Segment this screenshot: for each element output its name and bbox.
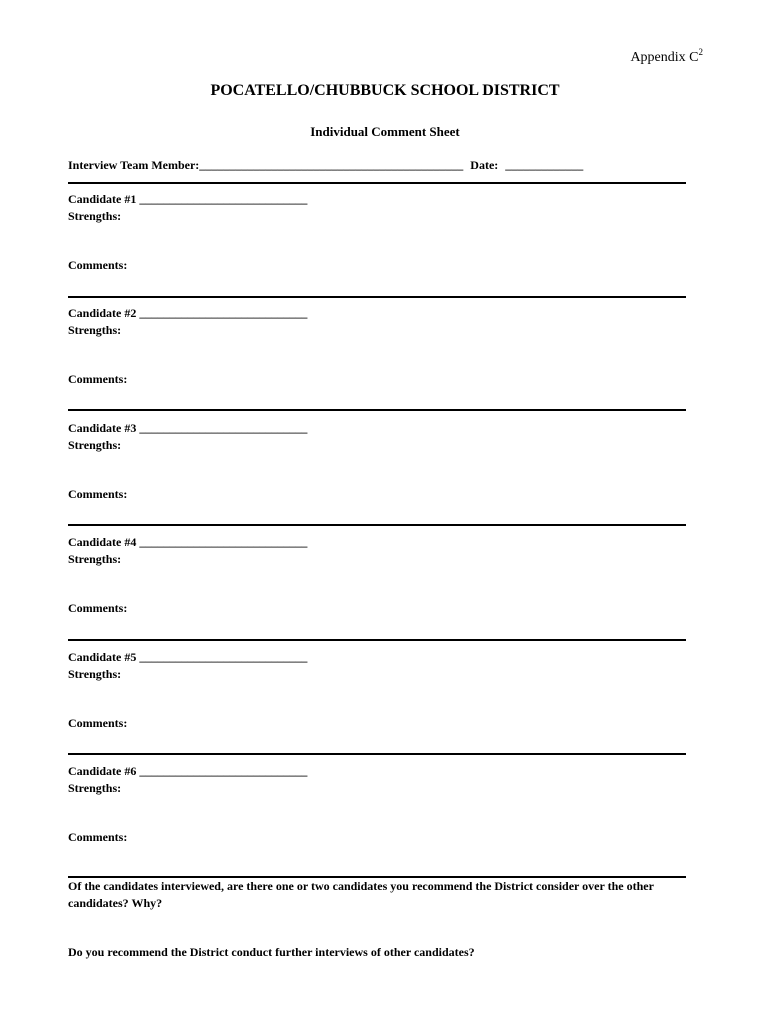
candidate-label: Candidate #2 xyxy=(68,306,137,320)
candidate-section-3 xyxy=(68,420,688,503)
appendix-superscript: 2 xyxy=(698,47,703,57)
divider xyxy=(68,753,686,755)
strengths-label: Strengths: xyxy=(68,323,122,337)
sheet-title: Individual Comment Sheet xyxy=(310,124,460,139)
divider xyxy=(68,524,686,526)
candidate-name-field[interactable]: ____________________________ xyxy=(139,650,308,664)
candidate-line xyxy=(68,305,688,322)
candidate-line xyxy=(68,763,688,780)
strengths-label: Strengths: xyxy=(68,667,122,681)
interview-header xyxy=(68,158,688,173)
candidate-label: Candidate #4 xyxy=(68,535,137,549)
comments-label: Comments: xyxy=(68,372,128,386)
appendix-text: Appendix C xyxy=(630,50,699,65)
candidate-line xyxy=(68,191,688,208)
candidate-name-field[interactable]: ____________________________ xyxy=(139,535,308,549)
strengths-label: Strengths: xyxy=(68,552,122,566)
candidate-section-5 xyxy=(68,649,688,732)
divider xyxy=(68,182,686,184)
team-member-label: Interview Team Member: xyxy=(68,158,200,172)
strengths-label: Strengths: xyxy=(68,781,122,795)
candidate-name-field[interactable]: ____________________________ xyxy=(139,764,308,778)
recommendation-question: Of the candidates interviewed, are there one or two candidates you recommend the District consider over the other candidates? Why? xyxy=(68,879,654,910)
appendix-label xyxy=(630,47,703,66)
candidate-line xyxy=(68,420,688,437)
candidate-section-4 xyxy=(68,534,688,617)
comments-label: Comments: xyxy=(68,601,128,615)
team-member-field[interactable]: ____________________________________________ xyxy=(199,158,464,172)
strengths-label: Strengths: xyxy=(68,209,122,223)
strengths-label: Strengths: xyxy=(68,438,122,452)
candidate-line xyxy=(68,649,688,666)
comments-label: Comments: xyxy=(68,716,128,730)
candidate-section-6 xyxy=(68,763,688,846)
candidate-label: Candidate #6 xyxy=(68,764,137,778)
candidate-name-field[interactable]: ____________________________ xyxy=(139,421,308,435)
candidate-label: Candidate #5 xyxy=(68,650,137,664)
candidate-name-field[interactable]: ____________________________ xyxy=(139,192,308,206)
candidate-label: Candidate #3 xyxy=(68,421,137,435)
divider xyxy=(68,296,686,298)
candidate-section-1 xyxy=(68,191,688,274)
candidate-label: Candidate #1 xyxy=(68,192,137,206)
candidate-section-2 xyxy=(68,305,688,388)
candidate-name-field[interactable]: ____________________________ xyxy=(139,306,308,320)
date-label: Date: xyxy=(470,158,499,172)
further-interviews-question: Do you recommend the District conduct further interviews of other candidates? xyxy=(68,945,475,959)
candidate-line xyxy=(68,534,688,551)
comments-label: Comments: xyxy=(68,830,128,844)
comments-label: Comments: xyxy=(68,487,128,501)
divider xyxy=(68,639,686,641)
divider xyxy=(68,409,686,411)
date-field[interactable]: _____________ xyxy=(505,158,584,172)
district-title: POCATELLO/CHUBBUCK SCHOOL DISTRICT xyxy=(210,82,560,99)
comments-label: Comments: xyxy=(68,258,128,272)
